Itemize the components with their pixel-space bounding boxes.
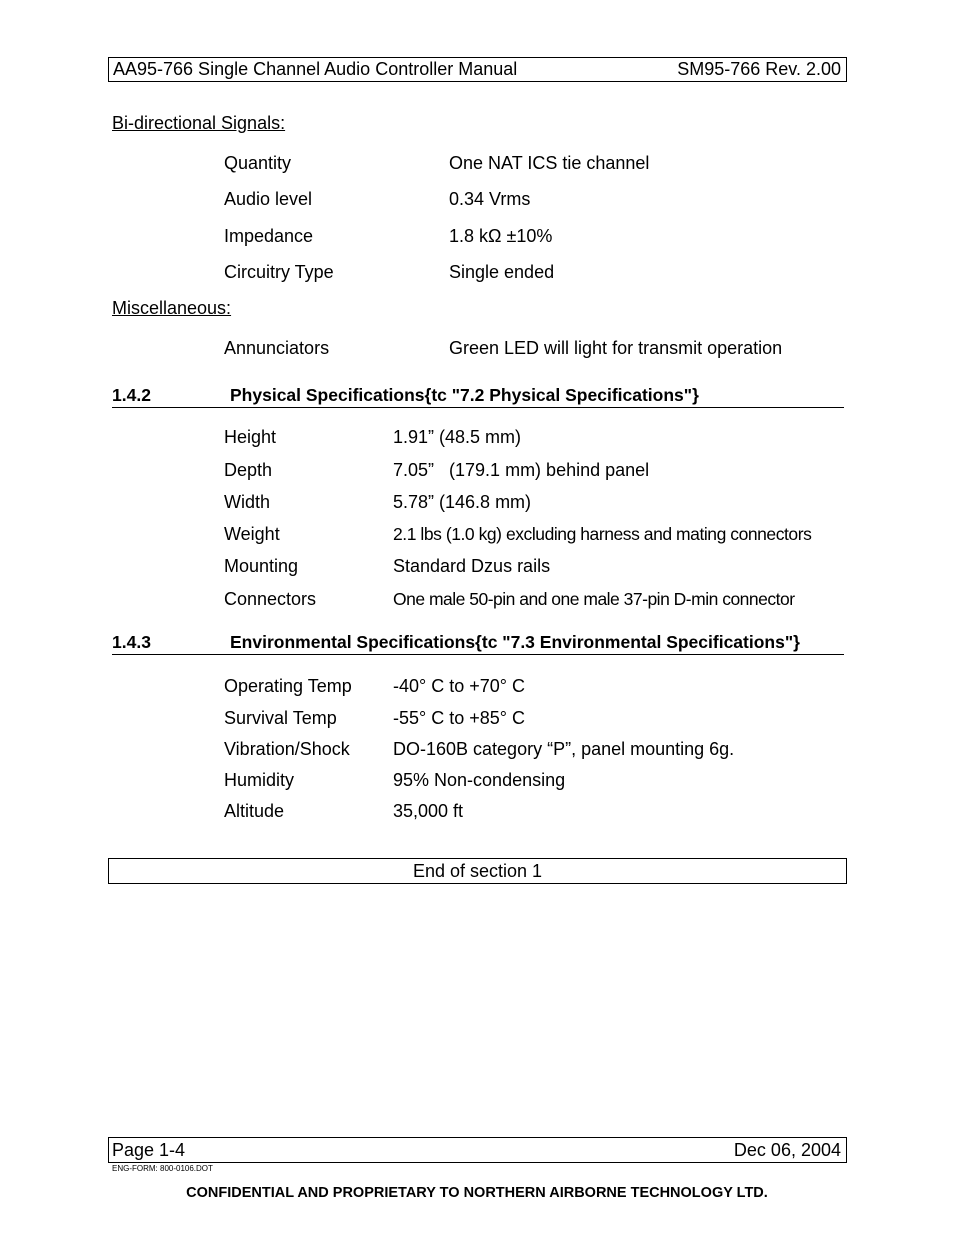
section-title-physical: Physical Specifications{tc "7.2 Physical Specifications"} xyxy=(230,385,699,405)
spec-label: Annunciators xyxy=(224,338,330,358)
spec-label: Humidity xyxy=(224,770,295,790)
spec-label: Weight xyxy=(224,524,280,544)
spec-label: Depth xyxy=(224,460,273,480)
spec-label: Impedance xyxy=(224,226,314,246)
spec-label: Survival Temp xyxy=(224,708,337,728)
spec-value: 2.1 lbs (1.0 kg) excluding harness and mating connectors xyxy=(393,524,812,544)
bidirectional-heading: Bi-directional Signals: xyxy=(112,113,286,133)
spec-label: Vibration/Shock xyxy=(224,739,350,759)
footer-date: Dec 06, 2004 xyxy=(733,1140,841,1160)
header-doc-number: SM95-766 Rev. 2.00 xyxy=(677,59,841,79)
header-title: AA95-766 Single Channel Audio Controller Manual xyxy=(113,59,518,79)
section-number-environmental: 1.4.3 xyxy=(112,632,151,652)
footer-page-number: Page 1-4 xyxy=(112,1140,186,1160)
spec-value: 0.34 Vrms xyxy=(449,189,531,209)
spec-value: DO-160B category “P”, panel mounting 6g. xyxy=(393,739,735,759)
spec-label: Mounting xyxy=(224,556,299,576)
spec-label: Width xyxy=(224,492,271,512)
spec-value: 1.91” (48.5 mm) xyxy=(393,427,522,447)
spec-label: Audio level xyxy=(224,189,313,209)
spec-value: Green LED will light for transmit operation xyxy=(449,338,783,358)
spec-label: Height xyxy=(224,427,277,447)
section-number-physical: 1.4.2 xyxy=(112,385,151,405)
spec-value: One male 50-pin and one male 37-pin D-min connector xyxy=(393,589,795,609)
miscellaneous-heading: Miscellaneous: xyxy=(112,298,232,318)
spec-label: Operating Temp xyxy=(224,676,352,696)
spec-value: 1.8 kΩ ±10% xyxy=(449,226,553,246)
section-rule-physical xyxy=(112,407,844,408)
end-of-section-text: End of section 1 xyxy=(412,861,543,881)
spec-value: 35,000 ft xyxy=(393,801,464,821)
spec-label: Altitude xyxy=(224,801,285,821)
footer-confidential-notice: CONFIDENTIAL AND PROPRIETARY TO NORTHERN AIRBORNE TECHNOLOGY LTD. xyxy=(186,1185,768,1201)
spec-label: Connectors xyxy=(224,589,317,609)
spec-value: Standard Dzus rails xyxy=(393,556,551,576)
footer-form-id: ENG-FORM: 800-0106.DOT xyxy=(112,1164,213,1173)
spec-value: Single ended xyxy=(449,262,555,282)
section-title-environmental: Environmental Specifications{tc "7.3 Environmental Specifications"} xyxy=(230,632,800,652)
spec-value: One NAT ICS tie channel xyxy=(449,153,650,173)
spec-label: Circuitry Type xyxy=(224,262,334,282)
section-rule-environmental xyxy=(112,654,844,655)
spec-value: -55° C to +85° C xyxy=(393,708,525,728)
spec-value: 95% Non-condensing xyxy=(393,770,566,790)
spec-value: -40° C to +70° C xyxy=(393,676,525,696)
spec-value: 5.78” (146.8 mm) xyxy=(393,492,532,512)
spec-label: Quantity xyxy=(224,153,292,173)
spec-value: 7.05” (179.1 mm) behind panel xyxy=(393,460,650,480)
